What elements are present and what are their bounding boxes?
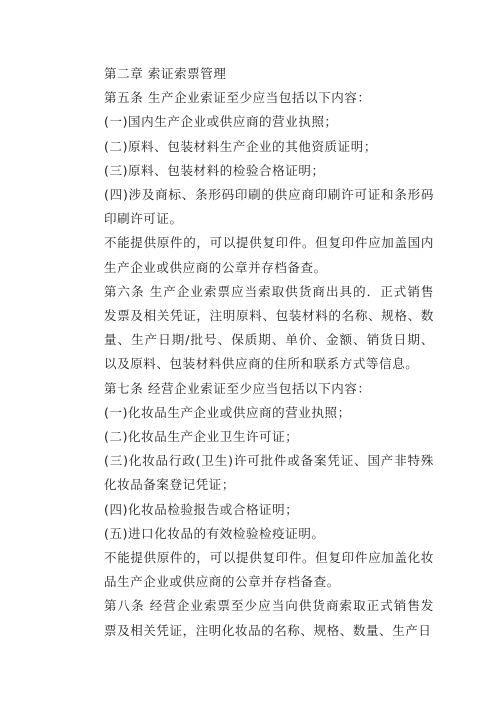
document-body — [104, 62, 434, 643]
article-5-title: 第五条 生产企业索证至少应当包括以下内容： — [104, 90, 371, 106]
article-6: 第六条 生产企业索票应当索取供货商出具的．正式销售发票及相关凭证，注明原料、包装材料的名称、规格、数量、生产日期/批号、保质期、单价、金额、销货日期、以及原料、包装材料供应商的住所和联系方式等信息。 — [104, 283, 434, 372]
article-7-item-2: (二)化妆品生产企业卫生许可证； — [104, 429, 299, 445]
chapter-title: 第二章 索证索票管理 — [104, 66, 227, 81]
article-7-title: 第七条 经营企业索证至少应当包括以下内容： — [104, 380, 371, 396]
article-7-item-4: (四)化妆品检验报告或合格证明； — [104, 501, 299, 517]
article-7-item-1: (一)化妆品生产企业或供应商的营业执照； — [104, 404, 351, 420]
article-7-item-5: (五)进口化妆品的有效检验检疫证明。 — [104, 525, 325, 541]
article-7-item-3: (三)化妆品行政(卫生)许可批件或备案凭证、国产非特殊化妆品备案登记凭证； — [104, 453, 434, 493]
article-7-note: 不能提供原件的，可以提供复印件。但复印件应加盖化妆品生产企业或供应商的公章并存档备查。 — [104, 550, 434, 590]
article-8: 第八条 经营企业索票至少应当向供货商索取正式销售发票及相关凭证，注明化妆品的名称、规格、数量、生产日 — [104, 598, 434, 638]
article-5-item-1: (一)国内生产企业或供应商的营业执照； — [104, 114, 338, 130]
article-5-item-4: (四)涉及商标、条形码印刷的供应商印刷许可证和条形码印刷许可证。 — [104, 187, 434, 227]
article-5-item-2: (二)原料、包装材料生产企业的其他资质证明； — [104, 138, 377, 154]
article-5-note: 不能提供原件的，可以提供复印件。但复印件应加盖国内生产企业或供应商的公章并存档备查。 — [104, 235, 434, 275]
article-5-item-3: (三)原料、包装材料的检验合格证明； — [104, 162, 325, 178]
